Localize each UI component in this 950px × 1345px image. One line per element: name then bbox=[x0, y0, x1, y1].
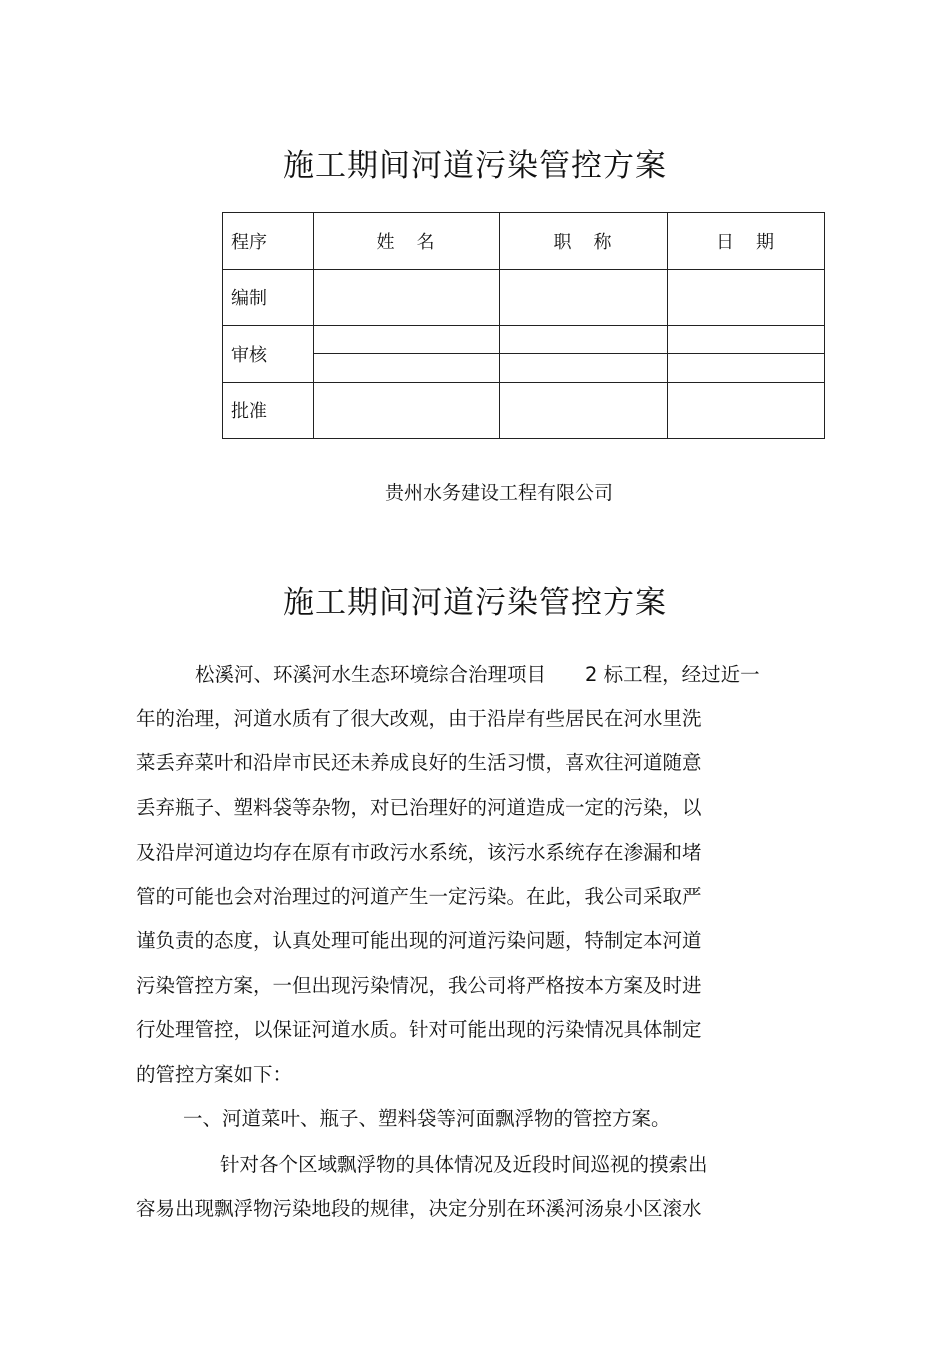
body-line: 丢弃瓶子、塑料袋等杂物，对已治理好的河道造成一定的污染，以 bbox=[136, 796, 702, 819]
header-name: 姓 名 bbox=[314, 213, 500, 270]
header-title: 职 称 bbox=[500, 213, 668, 270]
body-line: 容易出现飘浮物污染地段的规律，决定分别在环溪河汤泉小区滚水 bbox=[136, 1197, 702, 1220]
cell-compile-date bbox=[668, 269, 825, 326]
table-row-review bbox=[223, 326, 825, 383]
body-line: 行处理管控，以保证河道水质。针对可能出现的污染情况具体制定 bbox=[136, 1018, 702, 1041]
body-line: 污染管控方案，一但出现污染情况，我公司将严格按本方案及时进 bbox=[136, 974, 702, 997]
body-line: 及沿岸河道边均存在原有市政污水系统，该污水系统存在渗漏和堵 bbox=[136, 841, 702, 864]
cell-compile-title bbox=[500, 269, 668, 326]
header-date: 日 期 bbox=[668, 213, 825, 270]
body-line: 管的可能也会对治理过的河道产生一定污染。在此，我公司采取严 bbox=[136, 885, 702, 908]
cell-approve-title bbox=[500, 382, 668, 439]
row-label-review: 审核 bbox=[223, 326, 314, 383]
header-procedure: 程序 bbox=[223, 213, 314, 270]
cell-review-name bbox=[314, 326, 500, 383]
row-label-compile: 编制 bbox=[223, 269, 314, 326]
table-header-row bbox=[223, 213, 825, 270]
cell-review-date bbox=[668, 326, 825, 383]
cell-review-title bbox=[500, 326, 668, 383]
company-name: 贵州水务建设工程有限公司 bbox=[385, 482, 614, 504]
body-line: 的管控方案如下： bbox=[136, 1063, 293, 1086]
body-line: 谨负责的态度，认真处理可能出现的河道污染问题，特制定本河道 bbox=[136, 929, 702, 952]
body-line: 年的治理，河道水质有了很大改观，由于沿岸有些居民在河水里洗 bbox=[136, 707, 702, 730]
table-row-approve bbox=[223, 382, 825, 439]
cell-approve-date bbox=[668, 382, 825, 439]
document-title: 施工期间河道污染管控方案 bbox=[283, 148, 667, 184]
section-heading: 一、河道菜叶、瓶子、塑料袋等河面飘浮物的管控方案。 bbox=[183, 1107, 671, 1130]
document-title-repeat: 施工期间河道污染管控方案 bbox=[283, 585, 667, 621]
body-line: 菜丢弃菜叶和沿岸市民还未养成良好的生活习惯，喜欢往河道随意 bbox=[136, 751, 702, 774]
table-row-compile bbox=[223, 269, 825, 326]
body-line: 松溪河、环溪河水生态环境综合治理项目 2 标工程，经过近一 bbox=[195, 663, 760, 686]
row-label-approve: 批准 bbox=[223, 382, 314, 439]
cell-compile-name bbox=[314, 269, 500, 326]
signature-table bbox=[222, 212, 825, 439]
body-line: 针对各个区域飘浮物的具体情况及近段时间巡视的摸索出 bbox=[220, 1153, 708, 1176]
cell-approve-name bbox=[314, 382, 500, 439]
